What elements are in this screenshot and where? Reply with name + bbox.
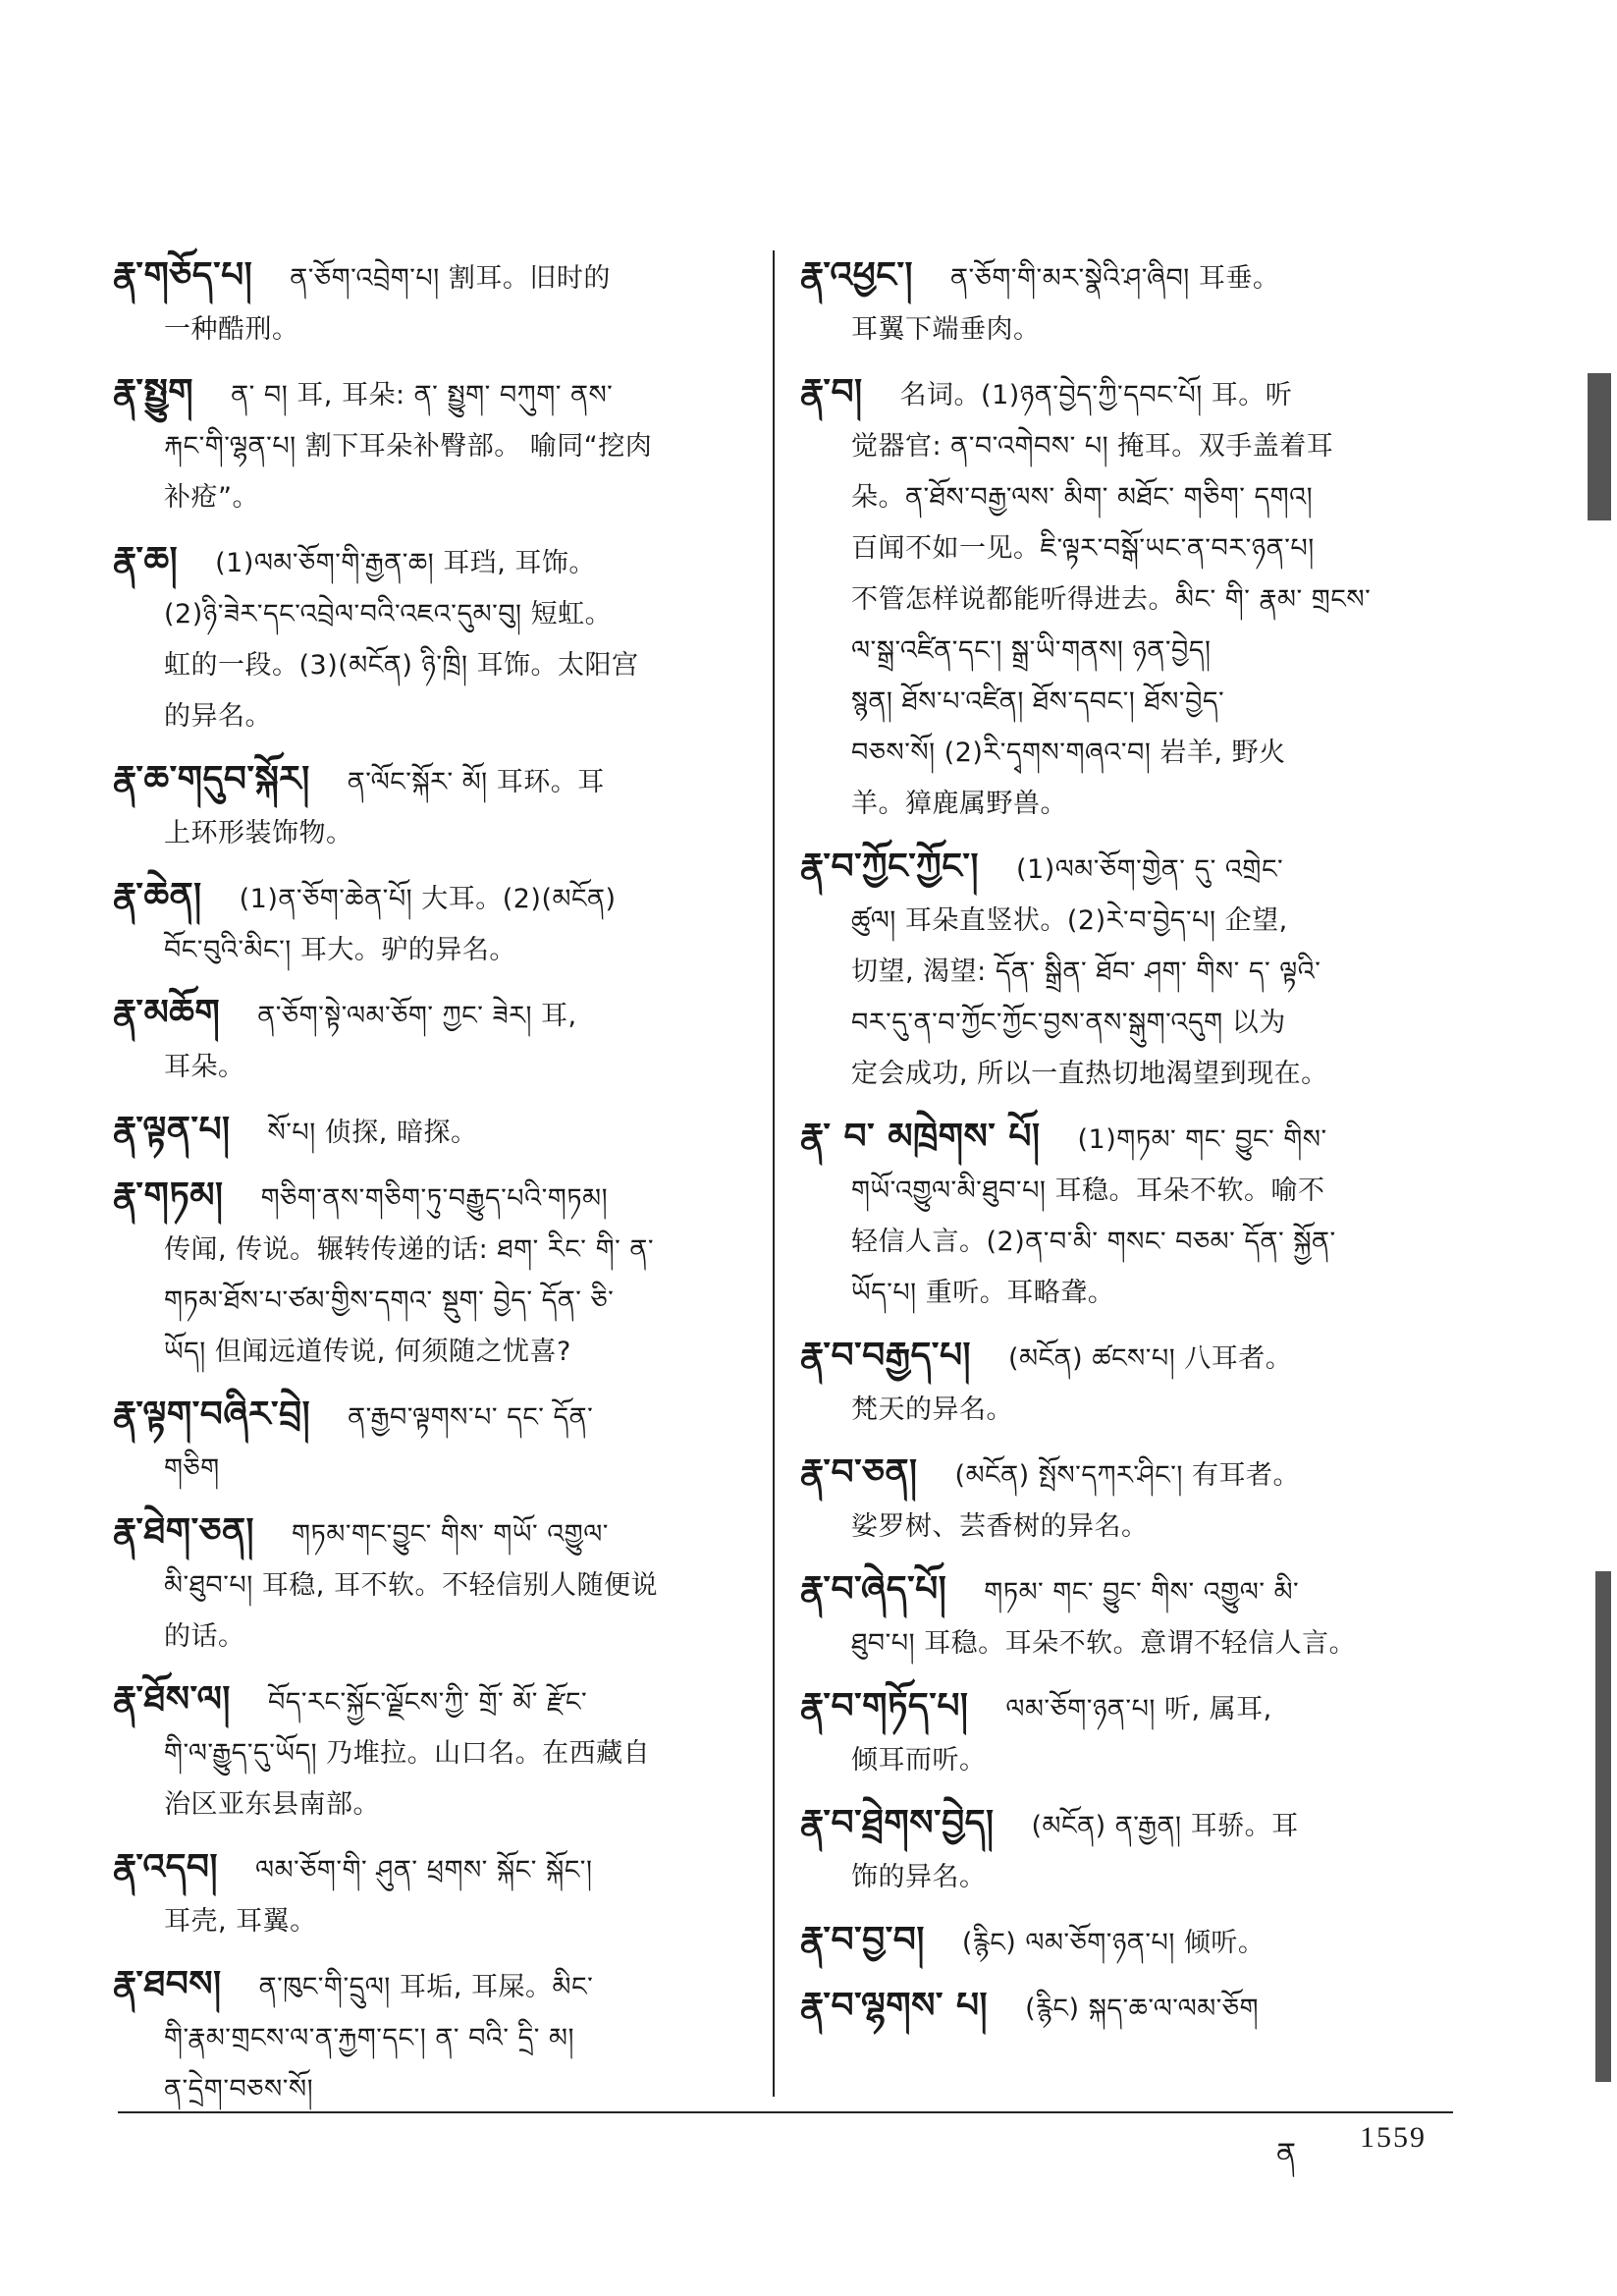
definition-text: ཡོད། 但闻远道传说, 何须随之忧喜? [164,1337,571,1367]
dictionary-entry [113,1842,741,1947]
entry-line [113,1896,741,1947]
definition-text: 治区亚东县南部。 [164,1789,380,1820]
dictionary-entry [113,1674,741,1831]
definition-text: བོད་རང་སྐྱོང་ལྗོངས་ཀྱི་ གྲོ་ མོ་ རྫོང་ [267,1687,588,1718]
entry-line [113,1390,741,1444]
headword: རྣ་བ་ལྷགས་ པ། [800,1986,989,2026]
headword: རྣ་བ་ཞེད་པོ། [800,1569,947,1610]
definition-text: 耳翼下端垂肉。 [851,314,1041,345]
dictionary-entry [113,367,741,523]
entry-line [113,304,741,355]
definition-text: ན་ཅོག་སྟེ་ལམ་ཅོག་ ཀྱང་ ཟེར། 耳, [257,1001,577,1031]
definition-text: གི་རྣམ་གྲངས་ལ་ན་རྐྱག་དང་། ན་ བའི་ དྲི་ མ། [164,2023,575,2053]
dictionary-entry [113,1105,741,1159]
entry-line [113,808,741,859]
entry-line [113,1728,741,1779]
definition-text: 定会成功, 所以一直热切地渴望到现在。 [851,1059,1328,1089]
entry-line [113,640,741,691]
definition-text: (མངོན) ཚངས་པ། 八耳者。 [1008,1343,1293,1374]
definition-text: 娑罗树、芸香树的异名。 [851,1511,1149,1542]
definition-text: ལམ་ཅོག་གི་ ཤུན་ ཕྲགས་ སྐོང་ སྐོང་། [255,1855,593,1886]
headword: རྣ་བ། [800,372,863,412]
entry-line [800,626,1448,677]
definition-text: (མངོན) སྤོས་དཀར་ཤིང་། 有耳者。 [954,1460,1300,1491]
definition-text: 觉器官: ན་བ་འགེབས་ པ། 掩耳。双手盖着耳 [851,431,1334,462]
dictionary-entry [800,842,1448,1100]
definition-text: སོ་པ། 侦探, 暗探。 [267,1118,478,1148]
dictionary-entry [113,1506,741,1663]
dictionary-entry [800,1681,1448,1786]
definition-text: 切望, 渴望: དོན་ སྒྲིན་ ཐོབ་ ཤག་ གིས་ ད་ ལྟའི་ [851,957,1321,987]
dictionary-entry [800,1798,1448,1903]
entry-line [113,1444,741,1495]
definition-text: 耳朵。 [164,1052,245,1082]
entry-line [113,1612,741,1663]
definition-text: ན་ཁུང་གི་དྲུལ། 耳垢, 耳屎。མིང་ [258,1972,594,2002]
entry-line [113,250,741,304]
definition-text: 饰的异名。 [851,1862,987,1892]
definition-text: 百闻不如一见。ཇི་ལྟར་བསྒོ་ཡང་ན་བར་ཉན་པ། [851,533,1315,564]
definition-text: བོང་བུའི་མིང་། 耳大。驴的异名。 [164,935,516,965]
dictionary-entry [113,988,741,1093]
entry-line [113,871,741,925]
entry-line [800,1331,1448,1385]
dictionary-entry [113,1959,741,2115]
dictionary-entry [800,1915,1448,1969]
entry-line [113,1105,741,1159]
headword: རྣ་ལྟག་བཞིར་བྲེ། [113,1394,311,1435]
definition-text: ན་ཅོག་གི་མར་སྣེའི་ཤ་ཞིབ། 耳垂。 [950,263,1280,294]
entry-line [800,1681,1448,1735]
definition-text: 传闻, 传说。辗转传递的话: ཐག་ རིང་ གི་ ན་ [164,1234,655,1265]
definition-text: 一种酷刑。 [164,314,299,345]
entry-line [800,1448,1448,1502]
headword: རྣ་བ་ཀྱོང་ཀྱོང་། [800,847,979,887]
entry-line [800,1981,1448,2035]
entry-line [113,2013,741,2064]
definition-text: 倾耳而听。 [851,1745,987,1776]
dictionary-entry [800,1981,1448,2035]
entry-line [800,728,1448,779]
entry-line [113,691,741,742]
definition-text: 的话。 [164,1621,245,1652]
column-divider [773,250,775,2097]
headword: རྣ་བ་ཅན། [800,1452,918,1493]
section-letter: ན [1276,2137,1297,2171]
entry-line [800,523,1448,574]
definition-text: ཚུལ། 耳朵直竖状。(2)རེ་བ་བྱེད་པ། 企望, [851,905,1288,936]
headword: རྣ་བ་ཐྲེགས་བྱེད། [800,1803,995,1843]
headword: རྣ་སྤྱུག [113,372,194,412]
entry-line [113,1959,741,2013]
headword: རྣ་བ་བྱ་བ། [800,1920,925,1960]
entry-line [800,1268,1448,1319]
entry-line [113,2064,741,2115]
entry-line [113,1327,741,1378]
dictionary-entry [800,1448,1448,1553]
entry-line [113,1842,741,1896]
entry-line [113,1276,741,1327]
entry-line [800,472,1448,523]
headword: རྣ་ཆེན། [113,876,202,916]
entry-line [800,304,1448,355]
entry-line [800,1915,1448,1969]
definition-text: གཏམ་ གང་ བྱུང་ གིས་ འགྱུལ་ མི་ [984,1577,1300,1608]
headword: རྣ་ལྟན་པ། [113,1110,231,1150]
entry-line [800,677,1448,728]
entry-line [800,1217,1448,1268]
dictionary-entry [800,1331,1448,1436]
left-column [113,250,741,2127]
headword: རྣ་མཆོག [113,993,221,1033]
definition-text: ན་ཅོག་འབྲེག་པ། 割耳。旧时的 [290,263,611,294]
entry-line [113,1779,741,1831]
definition-text: 补疮”。 [164,482,259,513]
definition-text: 虹的一段。(3)(མངོན) ཉི་ཁྲི། 耳饰。太阳宫 [164,650,639,681]
definition-text: 不管怎样说都能听得进去。མིང་ གི་ རྣམ་ གྲངས་ [851,584,1372,615]
page-number: 1559 [1360,2121,1427,2154]
headword: རྣ་ཐེག་ཅན། [113,1511,255,1552]
entry-line [800,1502,1448,1553]
definition-text: ཐུབ་པ། 耳稳。耳朵不软。意谓不轻信人言。 [851,1628,1357,1659]
entry-line [113,472,741,523]
entry-line [800,1564,1448,1618]
definition-text: གཡོ་འགྱུལ་མི་ཐུབ་པ། 耳稳。耳朵不软。喻不 [851,1175,1325,1206]
definition-text: (1)ལམ་ཅོག་གི་རྒྱན་ཆ། 耳珰, 耳饰。 [215,548,596,578]
definition-text: གི་ལ་རྒྱུད་དུ་ཡོད། 乃堆拉。山口名。在西藏自 [164,1738,651,1769]
headword: རྣ་ཐོས་ལ། [113,1679,231,1720]
entry-line [113,988,741,1042]
dictionary-entry [113,535,741,742]
definition-text: 名词。(1)ཉན་བྱེད་ཀྱི་དབང་པོ། 耳。听 [899,380,1293,410]
headword: རྣ་ཐབས། [113,1964,222,2004]
dictionary-entry [113,1390,741,1495]
definition-text: སྙན། ཐོས་པ་འཛིན། ཐོས་དབང་། ཐོས་བྱེད་ [851,686,1225,717]
definition-text: ན་ བ། 耳, 耳朵: ན་ སྤྱུག་ བཀུག་ ནས་ [231,380,614,410]
entry-line [113,589,741,640]
entry-line [800,779,1448,830]
entry-line [800,842,1448,896]
definition-text: བར་དུ་ན་བ་ཀྱོང་ཀྱོང་བྱས་ནས་སྒུག་འདུག 以为 [851,1008,1286,1038]
entry-line [800,574,1448,626]
dictionary-entry [113,871,741,976]
definition-text: (1)ལམ་ཅོག་གྱེན་ དུ་ འགྲེང་ [1015,854,1284,885]
right-column [800,250,1448,2047]
definition-text: ན་ལོང་སྐོར་ མོ། 耳环。耳 [347,767,605,797]
headword: རྣ་འདབ། [113,1847,219,1887]
definition-text: གཏམ་གང་བྱུང་ གིས་ གཡོ་ འགྱུལ་ [292,1519,609,1550]
dictionary-entry [800,1564,1448,1669]
entry-line [800,1049,1448,1100]
definition-text: 梵天的异名。 [851,1394,1013,1425]
definition-text: (2)ཉི་ཟེར་དང་འབྲེལ་བའི་འཇའ་དུམ་བུ། 短虹。 [164,599,613,629]
definition-text: (རྙིང) ལམ་ཅོག་ཉན་པ། 倾听。 [961,1928,1266,1958]
dictionary-entry [113,250,741,355]
entry-line [113,1225,741,1276]
definition-text: 耳壳, 耳翼。 [164,1906,317,1937]
entry-line [800,1112,1448,1166]
entry-line [800,250,1448,304]
entry-line [113,1506,741,1560]
definition-text: བཅས་སོ། (2)རི་དྭགས་གཞའ་བ། 岩羊, 野火 [851,738,1286,768]
definition-text: ན་རྒྱབ་ལྟགས་པ་ དང་ དོན་ [348,1402,594,1433]
definition-text: གཏམ་ཐོས་པ་ཙམ་གྱིས་དགའ་ སྡུག་ བྱེད་ དོན་ ཅི་ [164,1285,615,1316]
definition-text: (1)གཏམ་ གང་ བྱུང་ གིས་ [1077,1124,1327,1155]
dictionary-entry [113,1171,741,1378]
definition-text: ན་དྲེག་བཅས་སོ། [164,2074,314,2105]
definition-text: རྐང་གི་ལྷན་པ། 割下耳朵补臀部。 喻同“挖肉 [164,431,653,462]
dictionary-entry [800,367,1448,830]
footer-rule [118,2111,1453,2113]
dictionary-entry [113,754,741,859]
definition-text: 的异名。 [164,701,272,732]
entry-line [800,1735,1448,1786]
headword: རྣ་ཆ་གདུབ་སྐོར། [113,759,310,799]
definition-text: (རྙིང) སྐད་ཆ་ལ་ལམ་ཅོག [1025,1994,1260,2024]
headword: རྣ་འཕྱང་། [800,255,913,296]
entry-line [113,1171,741,1225]
definition-text: (1)ན་ཅོག་ཆེན་པོ། 大耳。(2)(མངོན) [239,884,617,914]
dictionary-entry [800,250,1448,355]
definition-text: 羊。獐鹿属野兽。 [851,789,1067,819]
headword: རྣ་ བ་ མཁྲེགས་ པོ། [800,1117,1041,1157]
entry-line [113,1674,741,1728]
definition-text: 轻信人言。(2)ན་བ་མི་ གསང་ བཅམ་ དོན་ སྐྱོན་ [851,1227,1336,1257]
binding-edge [1578,0,1617,2296]
entry-line [800,421,1448,472]
definition-text: (མངོན) ན་རྒྱན། 耳骄。耳 [1031,1811,1299,1841]
definition-text: གཅིག [164,1453,220,1484]
headword: རྣ་ཆ། [113,540,179,580]
entry-line [113,535,741,589]
entry-line [800,367,1448,421]
entry-line [800,896,1448,947]
definition-text: གཅིག་ནས་གཅིག་ཏུ་བརྒྱུད་པའི་གཏམ། [260,1183,609,1214]
definition-text: 上环形装饰物。 [164,818,353,848]
definition-text: ཡོད་པ། 重听。耳略聋。 [851,1278,1115,1308]
entry-line [800,1852,1448,1903]
headword: རྣ་གཏམ། [113,1175,224,1216]
entry-line [800,1798,1448,1852]
entry-line [800,998,1448,1049]
entry-line [800,1618,1448,1669]
definition-text: མི་ཐུབ་པ། 耳稳, 耳不软。不轻信别人随便说 [164,1570,658,1601]
entry-line [113,1560,741,1612]
entry-line [113,925,741,976]
entry-line [113,367,741,421]
definition-text: ལ་སྒྲ་འཛིན་དང་། སྒྲ་ཡི་གནས། ཉན་བྱེད། [851,635,1212,666]
headword: རྣ་བ་བརྒྱད་པ། [800,1336,972,1376]
entry-line [800,947,1448,998]
entry-line [113,421,741,472]
entry-line [113,1042,741,1093]
entry-line [800,1166,1448,1217]
entry-line [113,754,741,808]
entry-line [800,1385,1448,1436]
headword: རྣ་གཅོད་པ། [113,255,253,296]
definition-text: ལམ་ཅོག་ཉན་པ། 听, 属耳, [1005,1694,1272,1724]
headword: རྣ་བ་གཏོད་པ། [800,1686,969,1726]
dictionary-entry [800,1112,1448,1319]
definition-text: 朵。ན་ཐོས་བརྒྱ་ལས་ མིག་ མཐོང་ གཅིག་ དགའ། [851,482,1314,513]
